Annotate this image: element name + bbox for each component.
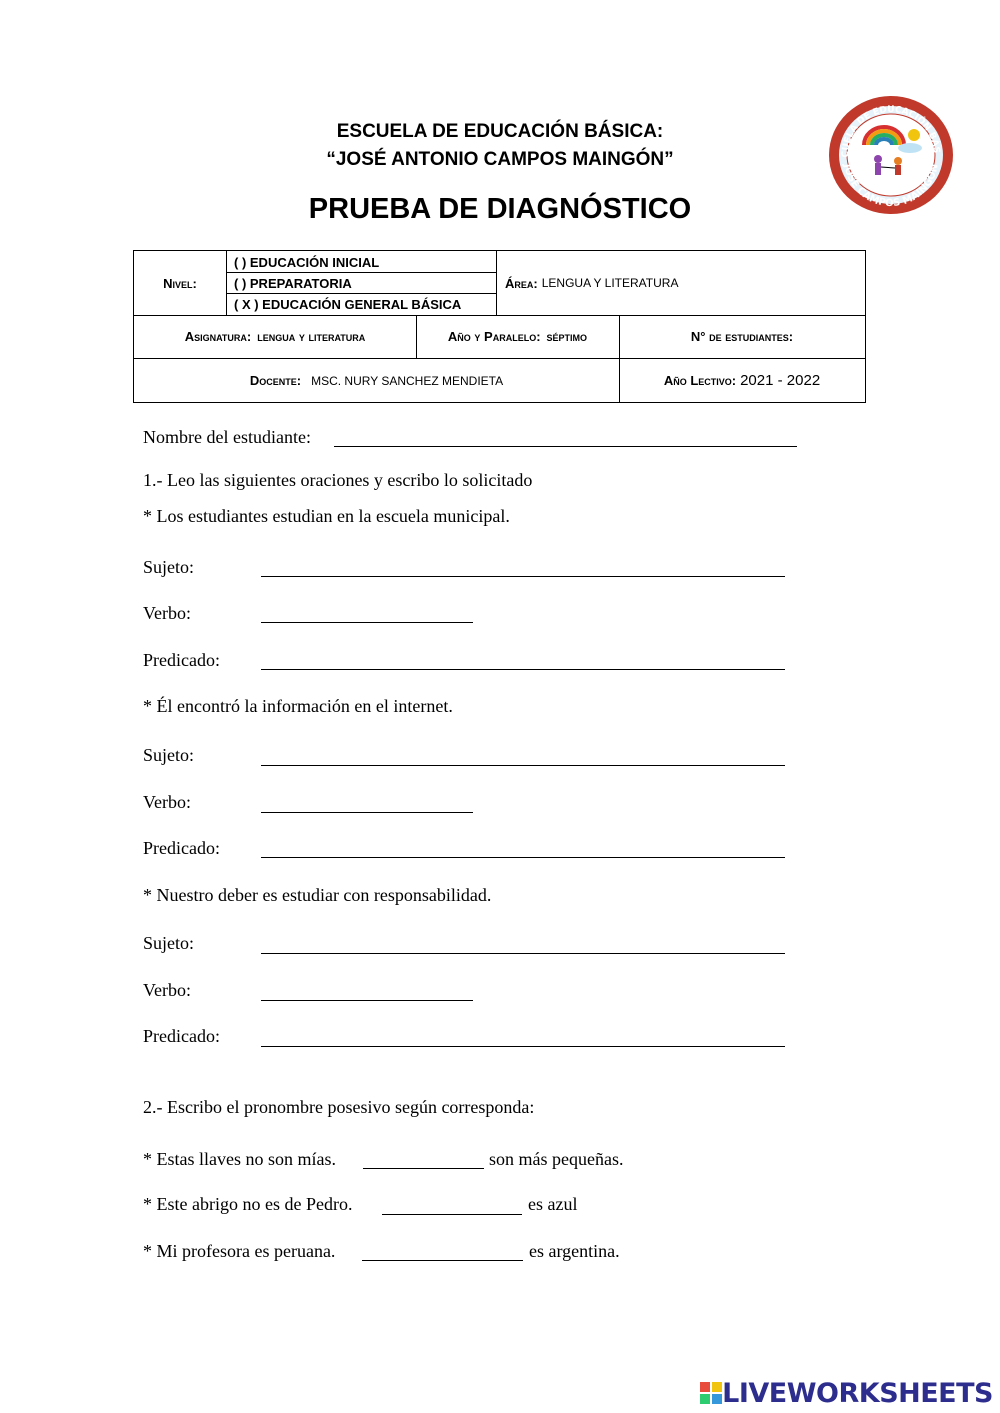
nivel-option-general-basica[interactable]: ( X ) EDUCACIÓN GENERAL BÁSICA — [234, 297, 462, 312]
student-name-label: Nombre del estudiante: — [143, 427, 311, 447]
q1-heading: 1.- Leo las siguientes oraciones y escribo lo solicitado — [143, 470, 533, 490]
liveworksheets-logo — [700, 1379, 993, 1407]
liveworksheets-brand: LIVEWORKSHEETS — [722, 1377, 993, 1409]
area-field — [505, 251, 678, 315]
q2-item-before: * Mi profesora es peruana. — [143, 1241, 336, 1261]
docente-field — [134, 358, 619, 403]
predicado-input[interactable] — [261, 1046, 785, 1047]
q2-item-after: es azul — [528, 1194, 578, 1214]
page-title: PRUEBA DE DIAGNÓSTICO — [308, 193, 692, 225]
lectivo-label: Año Lectivo: — [663, 373, 737, 388]
svg-text:"JOSÉ CAMPOS MAINGÓN": "JOSÉ CAMPOS MAINGÓN" — [840, 158, 942, 210]
nivel-option-preparatoria[interactable]: ( ) PREPARATORIA — [234, 276, 352, 291]
q2-item-after: son más pequeñas. — [489, 1149, 624, 1169]
school-name-line2: “JOSÉ ANTONIO CAMPOS MAINGÓN” — [326, 149, 674, 170]
sujeto-input[interactable] — [261, 765, 785, 766]
q2-answer-input[interactable] — [382, 1214, 522, 1215]
sujeto-input[interactable] — [261, 576, 785, 577]
school-logo — [826, 93, 956, 217]
lectivo-field — [619, 358, 865, 403]
docente-label: Docente: — [249, 373, 302, 388]
liveworksheets-icon — [700, 1382, 722, 1404]
verbo-label: Verbo: — [143, 980, 191, 1000]
q2-item-before: * Este abrigo no es de Pedro. — [143, 1194, 353, 1214]
anio-paralelo-label: Año y Paralelo: — [447, 329, 541, 344]
area-label: Área: — [505, 275, 538, 291]
q2-item-before: * Estas llaves no son mías. — [143, 1149, 336, 1169]
student-name-input[interactable] — [334, 446, 797, 447]
q2-answer-input[interactable] — [363, 1168, 484, 1169]
anio-paralelo-field — [416, 315, 619, 358]
asignatura-value: lengua y literatura — [257, 329, 366, 344]
svg-text:ESCUELA DE EDUCACIÓN BÁSICA: CUELA DE EDUCACIÓN BÁS — [840, 104, 942, 158]
verbo-label: Verbo: — [143, 792, 191, 812]
sujeto-label: Sujeto: — [143, 933, 195, 953]
predicado-input[interactable] — [261, 669, 785, 670]
predicado-label: Predicado: — [143, 1026, 220, 1046]
sujeto-label: Sujeto: — [143, 557, 195, 577]
predicado-input[interactable] — [261, 857, 785, 858]
q1-sentence: * Los estudiantes estudian en la escuela municipal. — [143, 506, 510, 526]
asignatura-label: Asignatura: — [184, 329, 252, 344]
verbo-input[interactable] — [261, 812, 473, 813]
q1-sentence: * Nuestro deber es estudiar con responsabilidad. — [143, 885, 492, 905]
q1-sentence: * Él encontró la información en el internet. — [143, 696, 453, 716]
q2-item-after: es argentina. — [529, 1241, 620, 1261]
verbo-label: Verbo: — [143, 603, 191, 623]
school-name-line1: ESCUELA DE EDUCACIÓN BÁSICA: — [336, 121, 664, 142]
predicado-label: Predicado: — [143, 650, 220, 670]
verbo-input[interactable] — [261, 1000, 473, 1001]
info-table — [133, 250, 866, 403]
sujeto-input[interactable] — [261, 953, 785, 954]
anio-paralelo-value: séptimo — [546, 329, 588, 344]
predicado-label: Predicado: — [143, 838, 220, 858]
asignatura-field — [134, 315, 416, 358]
nivel-label: Nivel: — [163, 275, 197, 291]
verbo-input[interactable] — [261, 622, 473, 623]
q2-answer-input[interactable] — [362, 1260, 523, 1261]
sujeto-label: Sujeto: — [143, 745, 195, 765]
q2-heading: 2.- Escribo el pronombre posesivo según corresponda: — [143, 1097, 535, 1117]
nivel-option-inicial[interactable]: ( ) EDUCACIÓN INICIAL — [234, 255, 380, 270]
estudiantes-field[interactable]: N° de estudiantes: — [690, 329, 794, 344]
area-value: LENGUA Y LITERATURA — [541, 276, 679, 290]
docente-value: MSC. NURY SANCHEZ MENDIETA — [311, 373, 504, 388]
lectivo-value: 2021 - 2022 — [740, 372, 821, 389]
